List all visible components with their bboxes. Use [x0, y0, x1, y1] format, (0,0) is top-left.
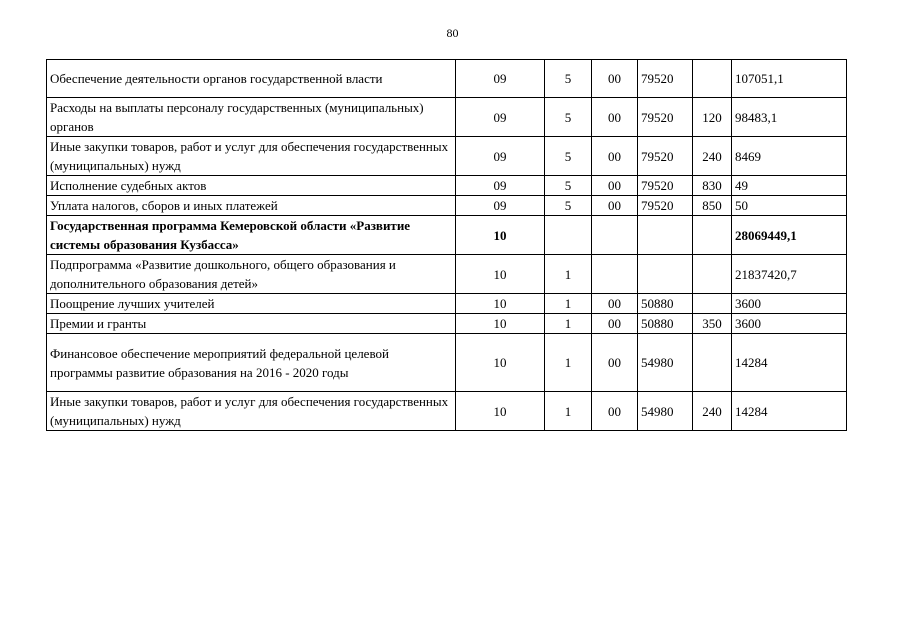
- row-name: Иные закупки товаров, работ и услуг для обеспечения государственных (муниципальных) нужд: [47, 392, 456, 431]
- row-amount: 3600: [732, 294, 847, 314]
- row-vr: [693, 294, 732, 314]
- row-name: Финансовое обеспечение мероприятий федеральной целевой программы развитие образования на 2016 - 2020 годы: [47, 334, 456, 392]
- row-group: 00: [592, 60, 638, 98]
- row-section: 09: [456, 176, 545, 196]
- row-section: 09: [456, 98, 545, 137]
- row-direction: 79520: [638, 98, 693, 137]
- row-section: 10: [456, 294, 545, 314]
- budget-table: [46, 59, 847, 431]
- row-group: 00: [592, 294, 638, 314]
- table-row: [47, 176, 847, 196]
- row-subprogram: 1: [545, 392, 592, 431]
- row-group: 00: [592, 392, 638, 431]
- row-direction: 79520: [638, 60, 693, 98]
- row-group: [592, 216, 638, 255]
- row-name: Расходы на выплаты персоналу государственных (муниципальных) органов: [47, 98, 456, 137]
- row-amount: 49: [732, 176, 847, 196]
- row-direction: 79520: [638, 176, 693, 196]
- row-name: Уплата налогов, сборов и иных платежей: [47, 196, 456, 216]
- row-vr: 120: [693, 98, 732, 137]
- row-amount: 14284: [732, 334, 847, 392]
- row-amount: 28069449,1: [732, 216, 847, 255]
- row-name: Премии и гранты: [47, 314, 456, 334]
- row-amount: 21837420,7: [732, 255, 847, 294]
- row-section: 10: [456, 255, 545, 294]
- table-row: [47, 255, 847, 294]
- row-vr: [693, 334, 732, 392]
- row-name: Иные закупки товаров, работ и услуг для обеспечения государственных (муниципальных) нужд: [47, 137, 456, 176]
- row-subprogram: [545, 216, 592, 255]
- row-name: Поощрение лучших учителей: [47, 294, 456, 314]
- row-direction: [638, 255, 693, 294]
- table-row: [47, 334, 847, 392]
- row-amount: 107051,1: [732, 60, 847, 98]
- row-vr: 240: [693, 137, 732, 176]
- table-row: [47, 60, 847, 98]
- row-group: 00: [592, 176, 638, 196]
- row-direction: 79520: [638, 137, 693, 176]
- row-group: 00: [592, 137, 638, 176]
- row-amount: 98483,1: [732, 98, 847, 137]
- row-vr: [693, 216, 732, 255]
- page-number: 80: [446, 26, 459, 40]
- row-subprogram: 5: [545, 60, 592, 98]
- row-section: 09: [456, 196, 545, 216]
- row-amount: 50: [732, 196, 847, 216]
- row-amount: 3600: [732, 314, 847, 334]
- row-direction: 54980: [638, 334, 693, 392]
- table-row: [47, 98, 847, 137]
- row-subprogram: 1: [545, 314, 592, 334]
- table-row: [47, 294, 847, 314]
- row-subprogram: 1: [545, 255, 592, 294]
- table-row: [47, 392, 847, 431]
- row-name: Обеспечение деятельности органов государственной власти: [47, 60, 456, 98]
- row-vr: 830: [693, 176, 732, 196]
- row-subprogram: 1: [545, 294, 592, 314]
- table-row: [47, 216, 847, 255]
- row-subprogram: 5: [545, 98, 592, 137]
- row-vr: 850: [693, 196, 732, 216]
- row-section: 10: [456, 314, 545, 334]
- table-row: [47, 196, 847, 216]
- row-vr: [693, 255, 732, 294]
- row-section: 09: [456, 137, 545, 176]
- row-subprogram: 5: [545, 196, 592, 216]
- row-direction: 50880: [638, 314, 693, 334]
- row-name: Исполнение судебных актов: [47, 176, 456, 196]
- row-group: 00: [592, 196, 638, 216]
- table-row: [47, 314, 847, 334]
- row-direction: [638, 216, 693, 255]
- row-direction: 50880: [638, 294, 693, 314]
- row-subprogram: 5: [545, 137, 592, 176]
- row-section: 10: [456, 216, 545, 255]
- row-group: 00: [592, 98, 638, 137]
- row-section: 10: [456, 334, 545, 392]
- row-section: 10: [456, 392, 545, 431]
- row-group: 00: [592, 314, 638, 334]
- row-name: Государственная программа Кемеровской области «Развитие системы образования Кузбасса»: [47, 216, 456, 255]
- row-vr: 350: [693, 314, 732, 334]
- row-group: 00: [592, 334, 638, 392]
- row-subprogram: 5: [545, 176, 592, 196]
- row-amount: 8469: [732, 137, 847, 176]
- row-direction: 54980: [638, 392, 693, 431]
- row-group: [592, 255, 638, 294]
- row-amount: 14284: [732, 392, 847, 431]
- row-section: 09: [456, 60, 545, 98]
- row-subprogram: 1: [545, 334, 592, 392]
- table-row: [47, 137, 847, 176]
- row-vr: [693, 60, 732, 98]
- row-name: Подпрограмма «Развитие дошкольного, общего образования и дополнительного образования детей»: [47, 255, 456, 294]
- row-vr: 240: [693, 392, 732, 431]
- row-direction: 79520: [638, 196, 693, 216]
